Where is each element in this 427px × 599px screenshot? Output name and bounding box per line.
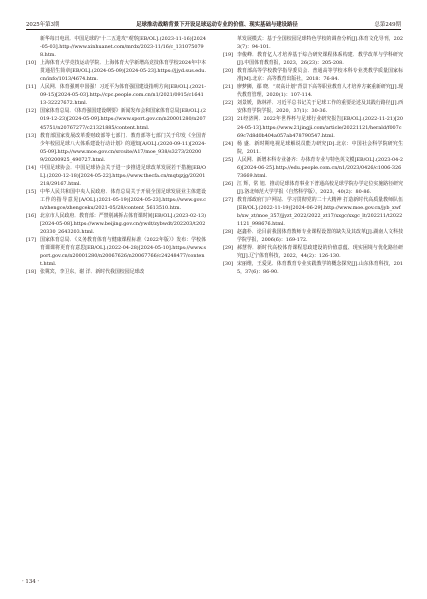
reference-number: [27] [223, 196, 234, 203]
reference-text: 张冀宾，李卫东，谢 洋．新时代我国校园足球改 [40, 269, 145, 276]
reference-text: 中华人民共和国中央人民政府．体育总局关于开展全国足球发展业主体建设工作的指导意见[A/OL].(2021-05-19)[2024-05-23].https://www.gov.cn/zhengce/zhengceku/2021-05/28/content_5613510.htm. [40, 188, 206, 211]
reference-number: [23] [223, 116, 234, 123]
reference-number: [11] [26, 84, 37, 91]
reference-text: 赵鑫朴．论目前我国体育教师专业课程设置的缺失及其改革[J].湖南人文科技学院学报，2006(6)：169-172. [237, 229, 403, 244]
reference-number: [22] [223, 100, 234, 107]
reference-number: [12] [26, 108, 37, 115]
header-rule [26, 29, 401, 30]
running-header [26, 14, 401, 28]
reference-entry [223, 83, 403, 99]
reference-number: [20] [223, 68, 234, 75]
references-left-column [26, 35, 206, 276]
reference-text: 郝慧得．新时代高校体育课程思政建设的价值意蕴、现实困境与优化路径研究[J].辽宁体育科技，2022，44(2)：126-130. [237, 245, 403, 260]
reference-entry [26, 164, 206, 188]
reference-text: 李俊峰．教育亿人才培养基于综合研究课程体系构建．教学改革与学科研究[J].中国体育教育报，2023，26(23)：205-208. [237, 52, 403, 67]
reference-number: [19] [223, 52, 234, 59]
reference-entry [223, 99, 403, 115]
reference-text: 教育部政府门户网站．学习贯彻党的二十大精神 打造新时代高质量教师队伍[EB/OL].(2022-11-19)[2024-06-29].http://www.moe.gov.cn/jyb_xwfb/xw_zt/moe_357/jjyzt_2022/2022_zt17/xxgc/xxgc_lt/202211/t20221121_998676.html. [237, 196, 403, 228]
page-number: · 134 · [22, 579, 40, 585]
reference-text: 北京市人民政府．教育部：严禁别减拆占体育课时间[EB/OL].(2023-02-13)[2024-05-08].https://www.beijing.gov.cn/ywdt/zybwdt/202203/t20220330_2643203.html. [40, 213, 206, 236]
reference-text: 教育部国家发展改革委财政部等七部门．教育部等七部门关于印发《全国青少年校园足球八大体系建设行动计划》的通知[A/OL].(2020-09-11)[2024-05-09].http://www.moe.gov.cn/srcsite/A17/moe_938/s3273/202009/20200925_490727.html. [40, 132, 206, 163]
reference-number: [25] [223, 156, 234, 163]
reference-entry [223, 260, 403, 276]
reference-entry [223, 156, 403, 180]
reference-entry [26, 83, 206, 107]
reference-number: [10] [26, 60, 37, 67]
reference-text: 国家体育总局．《体育强国建设纲要》新闻发布会和国家体育总局[EB/OL].(2019-12-23)[2024-05-09].https://www.sport.gov.cn/n20001280/n20745751/n20767277/c21321885/content.html. [40, 108, 206, 131]
reference-text: 刘景媛，陈林祥．习近平总书记关于足球工作的重要论述及其践行路径[J].西安体育学院学报，2020，37(1)：30-36. [237, 100, 403, 115]
reference-entry [26, 35, 206, 59]
reference-number: [18] [26, 269, 37, 276]
reference-text: 教育部高等学校教学指导委员会．普通高等学校本科专业类教学质量国家标准[M].北京：高等教育出版社，2018：76-84. [237, 68, 403, 83]
reference-number: [28] [223, 229, 234, 236]
reference-text: 国家体育总局．《义务教育体育与健康课程标准（2022年版）》发布：学校体育课课将更育有意思[EB/OL].(2022-04-28)[2024-05-10].https://www.sport.gov.cn/n20001280/n20067626/n20067766/c24248477/content.html. [40, 237, 206, 268]
reference-number: [29] [223, 245, 234, 252]
reference-text: 人民网．体育强则中国强！习近平为体育强国建设指明方向[EB/OL].(2021-09-15)[2024-05-03].http://cpc.people.com.cn/n1/2021/0915/c164113-32227672.html. [40, 84, 206, 107]
reference-number: [26] [223, 180, 234, 187]
reference-number: [21] [223, 84, 234, 91]
reference-entry [223, 196, 403, 228]
reference-entry [223, 115, 403, 139]
reference-text: 杨 盛．新时期电视足球解说员能力研究[D].北京：中国社会科学院研究生院，2011. [237, 140, 403, 155]
reference-number: [13] [26, 132, 37, 139]
reference-entry [223, 180, 403, 196]
reference-text: 宋丽维，王爱见．体育教育专业实践教学的概念探究[J].山东体育科技，2015，37(6)：86-90. [237, 261, 403, 276]
reference-entry [26, 212, 206, 236]
reference-text: 中国足球协会．中国足球协会关于进一步推进足球改革发展若干措施[EB/OL].(2020-12-18)[2024-05-22].https://www.thecfa.cn/mqtqzjg/20201218/29167.html. [40, 164, 206, 187]
reference-entry [26, 59, 206, 83]
reference-entry [26, 268, 206, 276]
reference-entry [26, 107, 206, 131]
reference-number: [17] [26, 237, 37, 244]
reference-text: 江 辉，常 旭．推动足球体育事业下普通高校足球学院办学定位实施路径研究[J].洛北师范大学学报（自然科学版），2023，40(2)：80-86. [237, 180, 403, 195]
reference-number: [15] [26, 188, 37, 195]
article-title: 足球推动战略背景下开设足球运动专业的价值、现实基础与建设路径 [136, 21, 298, 28]
reference-number: [14] [26, 164, 37, 171]
reference-text: 革发展模式：基于全国校园足球特色学校的调查分析[J].体育文化导刊，2023(7)：94-101. [237, 36, 403, 51]
total-issue-label: 总第249期 [374, 21, 401, 28]
reference-text: 人民网．新增本科专业备齐：办体育专业与特色英文模[EB/OL].(2023-04-26)[2024-06-25].http://edu.people.com.cn/n1/2023/0426/c1006-32673669.html. [237, 156, 403, 179]
issue-label: 2025年第3期 [26, 21, 60, 28]
reference-entry [223, 67, 403, 83]
reference-text: 廖梦狮，鄢 晓．“双高计划”背景下高等职业教育人才培养方案重新研究[J].现代教育管理，2020(1)：107-114. [237, 84, 403, 99]
reference-entry [223, 35, 403, 51]
references-right-column [223, 35, 403, 276]
reference-number: [24] [223, 140, 234, 147]
reference-entry [26, 132, 206, 164]
reference-entry [223, 140, 403, 156]
reference-entry [223, 51, 403, 67]
reference-entry [223, 244, 403, 260]
reference-entry [26, 236, 206, 268]
reference-text: 上海体育大学竞技运动学院．上海体育大学新增高竞技体育学校2024年中本贯通招生简章[EB/OL].(2024-05-09)[2024-05-23].https://jjyd.sus.edu.cn/info/1013/4674.htm. [40, 60, 206, 83]
reference-number: [16] [26, 213, 37, 220]
reference-number: [30] [223, 261, 234, 268]
reference-text: 21经济网．2022年世界杯与足球行业研究报告[EB/OL].(2022-11-21)[2024-05-13].https://www.21jingji.com/article/20221121/herald/f007c69c7d8d0b404a057ab478790547.html. [237, 116, 403, 139]
reference-entry [26, 188, 206, 212]
reference-text: 新华每日电讯．中国足球的“十二五进攻”观察[EB/OL].(2023-11-16)[2024-05-03].http://www.xinhuanet.com/mrdx/2023-11/16/c_1310750798.htm. [40, 36, 206, 59]
reference-entry [223, 228, 403, 244]
